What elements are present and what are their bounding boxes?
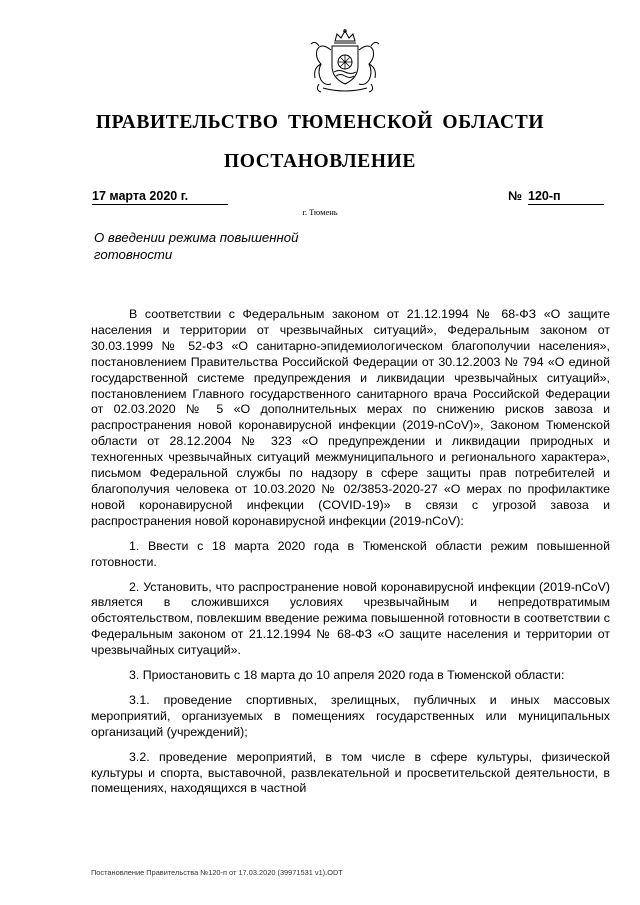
document-subject: О введении режима повышенной готовности [94, 230, 299, 262]
clause-3: 3. Приостановить с 18 марта до 10 апреля 2020 года в Тюменской области: [129, 668, 565, 683]
number-sign: № [508, 189, 522, 203]
page-footer: Постановление Правительства №120-п от 17.03.2020 (39971531 v1).ODT [91, 868, 343, 877]
document-body [91, 307, 610, 806]
document-number-block [508, 189, 604, 205]
preamble-paragraph: В соответствии с Федеральным законом от 21.12.1994 № 68-ФЗ «О защите населения и территории от чрезвычайных ситуаций», Федеральным законом от 30.03.1999 № 52-ФЗ «О санитарно-эпидемиологическом благополучии населения», постановлением Правительства Российской Федерации от 30.12.2003 № 794 «О единой государственной системе предупреждения и ликвидации чрезвычайных ситуаций», постановлением Главного государственного санитарного врача Российской Федерации от 02.03.2020 № 5 «О дополнительных мерах по снижению рисков завоза и распространения новой коронавирусной инфекции (2019-nCoV)», Законом Тюменской области от 28.12.2004 № 323 «О предупреждении и ликвидации природных и техногенных чрезвычайных ситуаций межмуниципального и регионального характера», письмом Федеральной службы по надзору в сфере защиты прав потребителей и благополучия человека от 10.03.2020 № 02/3853-2020-27 «О мерах по профилактике новой коронавирусной инфекции (COVID-19)» в связи с угрозой завоза и распространения новой коронавирусной инфекции (2019-nCoV): [91, 307, 610, 528]
clause-3-1: 3.1. проведение спортивных, зрелищных, публичных и иных массовых мероприятий, организуемых в помещениях государственных или муниципальных организаций (учреждений); [91, 692, 610, 739]
clause-2: 2. Установить, что распространение новой коронавирусной инфекции (2019-nCoV) является в сложившихся условиях чрезвычайным и непредотвратимым обстоятельством, повлекшим введение режима повышенной готовности в соответствии с Федеральным законом от 21.12.1994 № 68-ФЗ «О защите населения и территории от чрезвычайных ситуаций». [91, 579, 610, 658]
coat-of-arms-icon [305, 28, 385, 96]
document-number: 120-п [528, 189, 604, 205]
government-title: ПРАВИТЕЛЬСТВО ТЮМЕНСКОЙ ОБЛАСТИ [95, 112, 545, 133]
city-name: г. Тюмень [302, 207, 338, 217]
document-type: ПОСТАНОВЛЕНИЕ [223, 151, 417, 172]
clause-3-2: 3.2. проведение мероприятий, в том числе в сфере культуры, физической культуры и спорта, выставочной, развлекательной и просветительской деятельности, в помещениях, находящихся в частной [91, 749, 610, 796]
clause-1: 1. Ввести с 18 марта 2020 года в Тюменской области режим повышенной готовности. [91, 538, 610, 569]
document-date: 17 марта 2020 г. [92, 189, 228, 205]
